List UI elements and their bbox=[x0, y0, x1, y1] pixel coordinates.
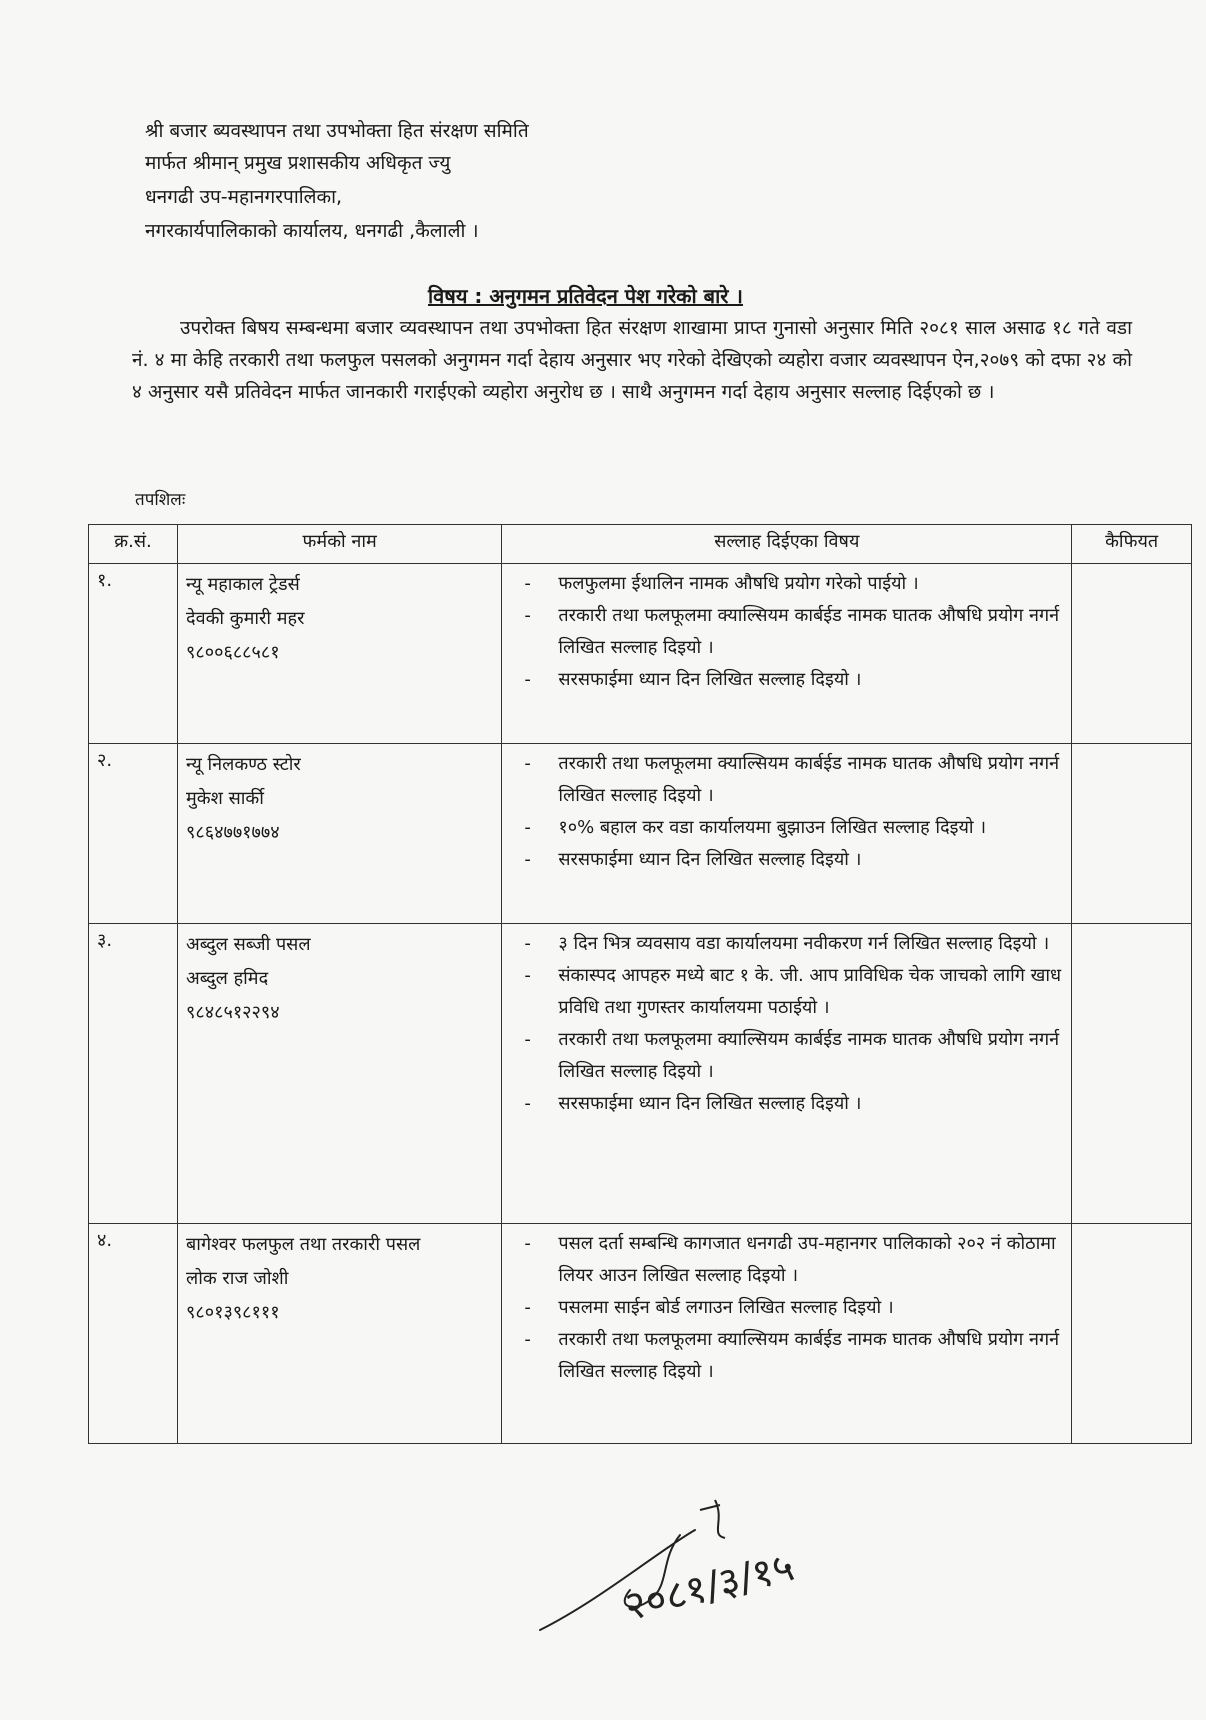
advice-item: - ३ दिन भित्र व्यवसाय वडा कार्यालयमा नवीकरण गर्न लिखित सल्लाह दिइयो । bbox=[510, 928, 1063, 960]
firm-owner: देवकी कुमारी महर bbox=[186, 608, 305, 629]
row-remarks bbox=[1072, 1224, 1192, 1444]
row-advice bbox=[502, 564, 1072, 744]
row-advice bbox=[502, 744, 1072, 924]
advice-table bbox=[88, 524, 1192, 1444]
advice-item: - तरकारी तथा फलफूलमा क्याल्सियम कार्बईड नामक घातक औषधि प्रयोग नगर्न लिखित सल्लाह दिइयो । bbox=[510, 1324, 1063, 1388]
advice-item: - पसल दर्ता सम्बन्धि कागजात धनगढी उप-महानगर पालिकाको २०२ नं कोठामा लियर आउन लिखित सल्लाह दिइयो । bbox=[510, 1228, 1063, 1292]
advice-item: - पसलमा साईन बोर्ड लगाउन लिखित सल्लाह दिइयो । bbox=[510, 1292, 1063, 1324]
row-serial: १. bbox=[89, 564, 178, 744]
firm-name: अब्दुल सब्जी पसल bbox=[186, 934, 311, 955]
tapasil-label: तपशिलः bbox=[135, 490, 186, 510]
advice-item: - तरकारी तथा फलफूलमा क्याल्सियम कार्बईड नामक घातक औषधि प्रयोग नगर्न लिखित सल्लाह दिइयो । bbox=[510, 1024, 1063, 1088]
table-row bbox=[89, 744, 1192, 924]
advice-item: - १०% बहाल कर वडा कार्यालयमा बुझाउन लिखित सल्लाह दिइयो । bbox=[510, 812, 1063, 844]
address-line-4: नगरकार्यपालिकाको कार्यालय, धनगढी ,कैलाली । bbox=[145, 220, 479, 242]
advice-item: - तरकारी तथा फलफूलमा क्याल्सियम कार्बईड नामक घातक औषधि प्रयोग नगर्न लिखित सल्लाह दिइयो । bbox=[510, 600, 1063, 664]
row-advice bbox=[502, 924, 1072, 1224]
advice-item: - तरकारी तथा फलफूलमा क्याल्सियम कार्बईड नामक घातक औषधि प्रयोग नगर्न लिखित सल्लाह दिइयो । bbox=[510, 748, 1063, 812]
handwritten-signature bbox=[520, 1490, 940, 1644]
row-firm bbox=[178, 564, 502, 744]
advice-item: - सरसफाईमा ध्यान दिन लिखित सल्लाह दिइयो । bbox=[510, 664, 1063, 696]
firm-phone: ९८००६८८५८१ bbox=[186, 642, 280, 663]
firm-phone: ९८०१३९८१११ bbox=[186, 1302, 280, 1323]
advice-item: - संकास्पद आपहरु मध्ये बाट १ के. जी. आप प्राविधिक चेक जाचको लागि खाध प्रविधि तथा गुणस्तर कार्यालयमा पठाईयो । bbox=[510, 960, 1063, 1024]
row-firm bbox=[178, 924, 502, 1224]
row-remarks bbox=[1072, 744, 1192, 924]
address-line-3: धनगढी उप-महानगरपालिका, bbox=[145, 186, 343, 208]
row-advice bbox=[502, 1224, 1072, 1444]
row-serial: २. bbox=[89, 744, 178, 924]
header-advice: सल्लाह दिईएका विषय bbox=[502, 525, 1072, 564]
address-line-1: श्री बजार ब्यवस्थापन तथा उपभोक्ता हित संरक्षण समिति bbox=[145, 120, 529, 142]
advice-item: - सरसफाईमा ध्यान दिन लिखित सल्लाह दिइयो । bbox=[510, 844, 1063, 876]
firm-owner: लोक राज जोशी bbox=[186, 1268, 289, 1289]
body-paragraph bbox=[132, 312, 1132, 408]
header-firm-name: फर्मको नाम bbox=[178, 525, 502, 564]
firm-name: बागेश्वर फलफुल तथा तरकारी पसल bbox=[186, 1234, 421, 1255]
header-remarks: कैफियत bbox=[1072, 525, 1192, 564]
advice-item: - फलफुलमा ईथालिन नामक औषधि प्रयोग गरेको पाईयो । bbox=[510, 568, 1063, 600]
firm-phone: ९८४८५१२२९४ bbox=[186, 1002, 280, 1023]
firm-owner: अब्दुल हमिद bbox=[186, 968, 269, 989]
row-remarks bbox=[1072, 924, 1192, 1224]
firm-phone: ९८६४७७१७७४ bbox=[186, 822, 280, 843]
signature-drawing bbox=[520, 1490, 940, 1640]
subject-line: विषय : अनुगमन प्रतिवेदन पेश गरेको बारे । bbox=[428, 284, 743, 308]
row-serial: ४. bbox=[89, 1224, 178, 1444]
table-row bbox=[89, 924, 1192, 1224]
row-remarks bbox=[1072, 564, 1192, 744]
row-serial: ३. bbox=[89, 924, 178, 1224]
firm-owner: मुकेश सार्की bbox=[186, 788, 264, 809]
table-row bbox=[89, 564, 1192, 744]
table-row bbox=[89, 1224, 1192, 1444]
advice-item: - सरसफाईमा ध्यान दिन लिखित सल्लाह दिइयो । bbox=[510, 1088, 1063, 1120]
signature-date: २०८१/३/१५ bbox=[620, 1543, 799, 1631]
body-text: उपरोक्त बिषय सम्बन्धमा बजार व्यवस्थापन तथा उपभोक्ता हित संरक्षण शाखामा प्राप्त गुनासो अनुसार मिति २०८१ साल असाढ १८ गते वडा नं. ४ मा केहि तरकारी तथा फलफुल पसलको अनुगमन गर्दा देहाय अनुसार भए गरेको देखिएको व्यहोरा वजार व्यवस्थापन ऐन,२०७९ को दफा २४ को ४ अनुसार यसै प्रतिवेदन मार्फत जानकारी गराईएको व्यहोरा अनुरोध छ । साथै अनुगमन गर्दा देहाय अनुसार सल्लाह दिईएको छ । bbox=[132, 317, 1132, 403]
header-serial: क्र.सं. bbox=[89, 525, 178, 564]
address-line-2: मार्फत श्रीमान् प्रमुख प्रशासकीय अधिकृत ज्यु bbox=[145, 152, 451, 174]
row-firm bbox=[178, 1224, 502, 1444]
table-header-row bbox=[89, 525, 1192, 564]
row-firm bbox=[178, 744, 502, 924]
firm-name: न्यू निलकण्ठ स्टोर bbox=[186, 754, 301, 775]
firm-name: न्यू महाकाल ट्रेडर्स bbox=[186, 574, 300, 595]
